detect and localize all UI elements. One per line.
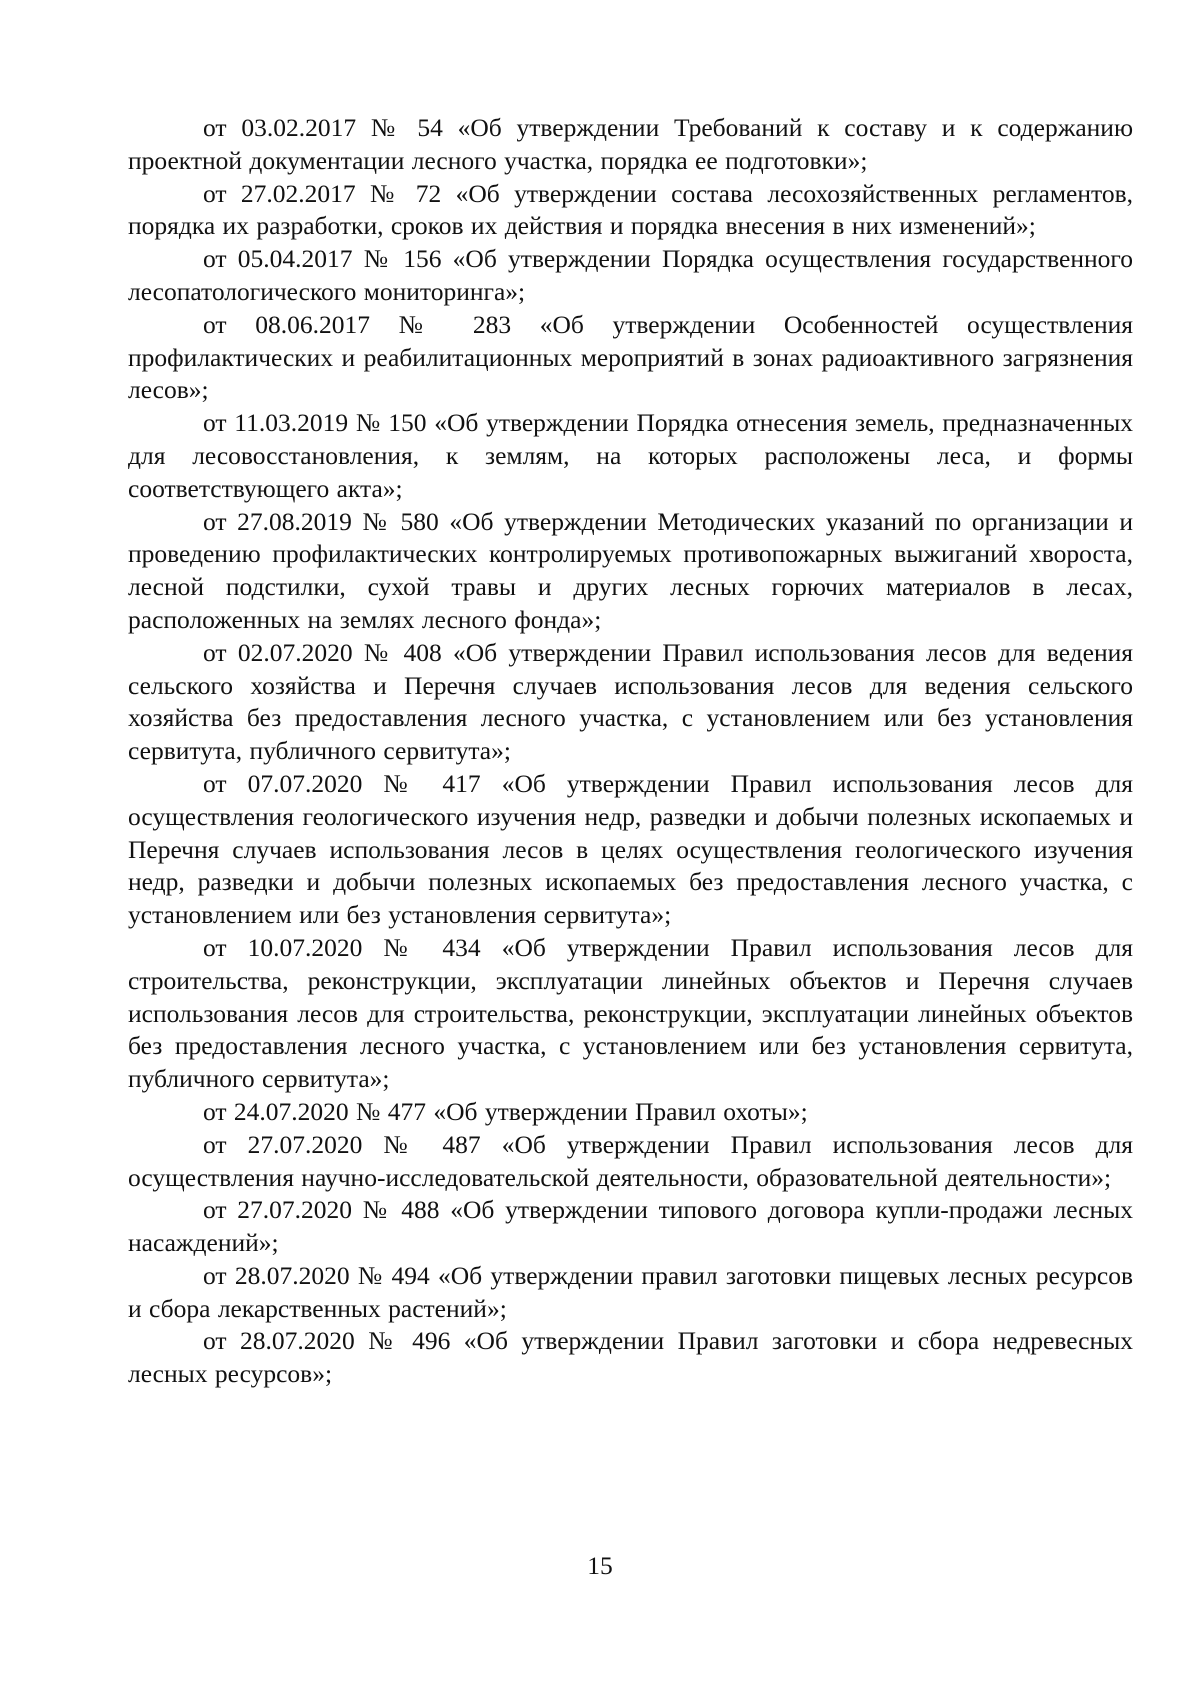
paragraph-order-434: от 10.07.2020 № 434 «Об утверждении Правил использования лесов для строительства, реконструкции, эксплуатации линейных объектов и Перечня случаев использования лесов для строительства, реконструкции, эксплуатации линейных объектов без предоставления лесного участка, с установлением или без установления сервитута, публичного сервитута»; (128, 932, 1133, 1094)
paragraph-order-417: от 07.07.2020 № 417 «Об утверждении Правил использования лесов для осуществления геологического изучения недр, разведки и добычи полезных ископаемых и Перечня случаев использования лесов в целях осуществления геологического изучения недр, разведки и добычи полезных ископаемых без предоставления лесного участка, с установлением или без установления сервитута»; (128, 768, 1133, 930)
paragraph-order-488: от 27.07.2020 № 488 «Об утверждении типового договора купли-продажи лесных насаждений»; (128, 1195, 1133, 1258)
paragraph-order-496: от 28.07.2020 № 496 «Об утверждении Правил заготовки и сбора недревесных лесных ресурсов»; (128, 1326, 1133, 1389)
paragraph-order-477: от 24.07.2020 № 477 «Об утверждении Правил охоты»; (203, 1096, 808, 1126)
paragraph-order-494: от 28.07.2020 № 494 «Об утверждении правил заготовки пищевых лесных ресурсов и сбора лекарственных растений»; (128, 1260, 1133, 1323)
paragraph-order-487: от 27.07.2020 № 487 «Об утверждении Правил использования лесов для осуществления научно-исследовательской деятельности, образовательной деятельности»; (128, 1129, 1133, 1192)
paragraph-order-72: от 27.02.2017 № 72 «Об утверждении состава лесохозяйственных регламентов, порядка их разработки, сроков их действия и порядка внесения в них изменений»; (128, 178, 1133, 241)
paragraph-order-580: от 27.08.2019 № 580 «Об утверждении Методических указаний по организации и проведению профилактических контролируемых противопожарных выжиганий хвороста, лесной подстилки, сухой травы и других лесных горючих материалов в лесах, расположенных на землях лесного фонда»; (128, 506, 1133, 634)
paragraph-order-54: от 03.02.2017 № 54 «Об утверждении Требований к составу и к содержанию проектной документации лесного участка, порядка ее подготовки»; (128, 113, 1133, 175)
page-number: 15 (587, 1551, 613, 1580)
paragraph-order-408: от 02.07.2020 № 408 «Об утверждении Правил использования лесов для ведения сельского хозяйства и Перечня случаев использования лесов для ведения сельского хозяйства без предоставления лесного участка, с установлением или без установления сервитута, публичного сервитута»; (128, 637, 1133, 766)
paragraph-order-150: от 11.03.2019 № 150 «Об утверждении Порядка отнесения земель, предназначенных для лесовосстановления, к землям, на которых расположены леса, и формы соответствующего акта»; (128, 408, 1133, 503)
paragraph-order-156: от 05.04.2017 № 156 «Об утверждении Порядка осуществления государственного лесопатологического мониторинга»; (128, 244, 1133, 306)
paragraph-order-283: от 08.06.2017 № 283 «Об утверждении Особенностей осуществления профилактических и реабилитационных мероприятий в зонах радиоактивного загрязнения лесов»; (128, 309, 1133, 405)
document-body (128, 112, 1133, 1391)
